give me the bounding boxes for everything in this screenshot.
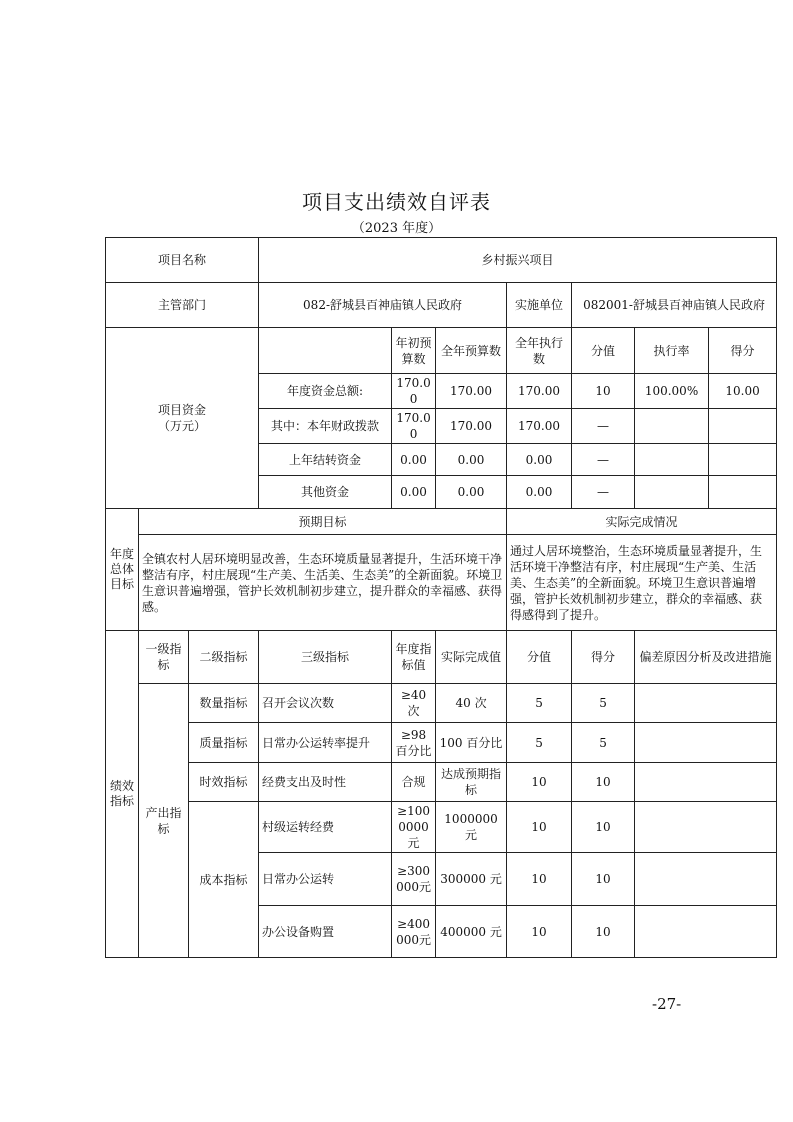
funds-row-full: 0.00: [436, 476, 507, 509]
performance-self-evaluation-table: [105, 237, 777, 958]
perf-row-deviation: [635, 763, 777, 802]
impl-unit-label: 实施单位: [507, 283, 572, 328]
funds-row-score: [709, 444, 777, 476]
perf-row-score: 10: [572, 906, 635, 958]
perf-header-score: 得分: [572, 631, 635, 684]
perf-row-deviation: [635, 853, 777, 906]
funds-row-init: 170.00: [392, 409, 436, 444]
funds-row-init: 0.00: [392, 444, 436, 476]
funds-header-init: 年初预算数: [392, 328, 436, 374]
funds-header-rate: 执行率: [635, 328, 709, 374]
funds-row-score-value: —: [572, 444, 635, 476]
perf-row-target: 合规: [392, 763, 436, 802]
funds-row-rate: [635, 409, 709, 444]
funds-row-rate: [635, 476, 709, 509]
perf-row-actual: 100 百分比: [436, 723, 507, 763]
perf-row-score: 10: [572, 802, 635, 853]
perf-row-score-value: 10: [507, 906, 572, 958]
funds-row-rate: 100.00%: [635, 374, 709, 409]
dept-label: 主管部门: [106, 283, 259, 328]
perf-header-level3: 三级指标: [259, 631, 392, 684]
perf-row-level2-cost: 成本指标: [189, 802, 259, 958]
funds-row-rate: [635, 444, 709, 476]
funds-row-exec: 170.00: [507, 409, 572, 444]
funds-row-exec: 0.00: [507, 444, 572, 476]
perf-row-target: ≥400000元: [392, 906, 436, 958]
perf-row-score: 10: [572, 853, 635, 906]
funds-header-full: 全年预算数: [436, 328, 507, 374]
dept-value: 082-舒城县百神庙镇人民政府: [259, 283, 507, 328]
expected-goal-header: 预期目标: [139, 509, 507, 535]
funds-row-full: 170.00: [436, 409, 507, 444]
expected-goal-text: 全镇农村人居环境明显改善，生态环境质量显著提升，生活环境干净整洁有序，村庄展现“生产美、生活美、生态美”的全新面貌。环境卫生意识普遍增强，管护长效机制初步建立，提升群众的幸福感、获得感。: [139, 535, 507, 631]
perf-row-actual: 40 次: [436, 684, 507, 723]
funds-row-init: 170.00: [392, 374, 436, 409]
funds-row-init: 0.00: [392, 476, 436, 509]
project-name-label: 项目名称: [106, 238, 259, 283]
project-name-value: 乡村振兴项目: [259, 238, 777, 283]
perf-row-level3: 经费支出及时性: [259, 763, 392, 802]
annual-goal-label-text: 年度总体目标: [109, 547, 134, 591]
perf-row-level3: 日常办公运转率提升: [259, 723, 392, 763]
funds-row-score-value: 10: [572, 374, 635, 409]
perf-row-deviation: [635, 723, 777, 763]
perf-row-score-value: 10: [507, 802, 572, 853]
funds-row-label: 上年结转资金: [259, 444, 392, 476]
funds-row-score: [709, 476, 777, 509]
perf-row-level3: 村级运转经费: [259, 802, 392, 853]
perf-row-score: 5: [572, 723, 635, 763]
funds-row-full: 170.00: [436, 374, 507, 409]
funds-row-score-value: —: [572, 476, 635, 509]
funds-label-cell: [106, 328, 259, 509]
perf-row-actual: 达成预期指标: [436, 763, 507, 802]
perf-row-target: ≥300000元: [392, 853, 436, 906]
perf-row-level3: 办公设备购置: [259, 906, 392, 958]
page-title: 项目支出绩效自评表: [302, 190, 491, 214]
perf-row-deviation: [635, 802, 777, 853]
actual-status-header: 实际完成情况: [507, 509, 777, 535]
performance-label-text: 绩效指标: [109, 779, 134, 808]
level1-output: 产出指标: [139, 684, 189, 958]
perf-row-actual: 400000 元: [436, 906, 507, 958]
page-subtitle: （2023 年度）: [351, 221, 442, 236]
perf-row-level3: 召开会议次数: [259, 684, 392, 723]
funds-row-full: 0.00: [436, 444, 507, 476]
perf-row-level2: 质量指标: [189, 723, 259, 763]
perf-header-target: 年度指标值: [392, 631, 436, 684]
page-number: -27-: [652, 995, 682, 1013]
funds-row-label: 其中：本年财政拨款: [259, 409, 392, 444]
perf-row-score-value: 5: [507, 684, 572, 723]
funds-row-score: 10.00: [709, 374, 777, 409]
perf-row-level2: 时效指标: [189, 763, 259, 802]
perf-row-level2: 数量指标: [189, 684, 259, 723]
funds-row-exec: 0.00: [507, 476, 572, 509]
perf-row-score: 5: [572, 684, 635, 723]
funds-header-score-value: 分值: [572, 328, 635, 374]
funds-header-exec: 全年执行数: [507, 328, 572, 374]
funds-header-blank: [259, 328, 392, 374]
perf-row-deviation: [635, 906, 777, 958]
perf-row-deviation: [635, 684, 777, 723]
perf-row-score-value: 5: [507, 723, 572, 763]
funds-unit-label: （万元）: [158, 419, 207, 433]
perf-header-level2: 二级指标: [189, 631, 259, 684]
actual-status-text: 通过人居环境整治，生态环境质量显著提升，生活环境干净整洁有序，村庄展现“生产美、生活美、生态美”的全新面貌。环境卫生意识普遍增强，管护长效机制初步建立，群众的幸福感、获得感得到了提升。: [507, 535, 777, 631]
performance-label: [106, 631, 139, 958]
perf-row-actual: 1000000元: [436, 802, 507, 853]
perf-row-score-value: 10: [507, 853, 572, 906]
perf-row-score-value: 10: [507, 763, 572, 802]
perf-row-target: ≥40 次: [392, 684, 436, 723]
funds-header-score: 得分: [709, 328, 777, 374]
funds-row-score: [709, 409, 777, 444]
perf-header-actual: 实际完成值: [436, 631, 507, 684]
funds-row-label: 年度资金总额:: [259, 374, 392, 409]
annual-goal-label: [106, 509, 139, 631]
perf-row-target: ≥98 百分比: [392, 723, 436, 763]
perf-header-level1: 一级指标: [139, 631, 189, 684]
funds-row-label: 其他资金: [259, 476, 392, 509]
funds-label: 项目资金: [158, 403, 207, 417]
perf-row-score: 10: [572, 763, 635, 802]
perf-row-target: ≥1000000元: [392, 802, 436, 853]
perf-header-score-value: 分值: [507, 631, 572, 684]
perf-header-deviation: 偏差原因分析及改进措施: [635, 631, 777, 684]
perf-row-actual: 300000 元: [436, 853, 507, 906]
funds-row-score-value: —: [572, 409, 635, 444]
funds-row-exec: 170.00: [507, 374, 572, 409]
impl-unit-value: 082001-舒城县百神庙镇人民政府: [572, 283, 777, 328]
perf-row-level3: 日常办公运转: [259, 853, 392, 906]
